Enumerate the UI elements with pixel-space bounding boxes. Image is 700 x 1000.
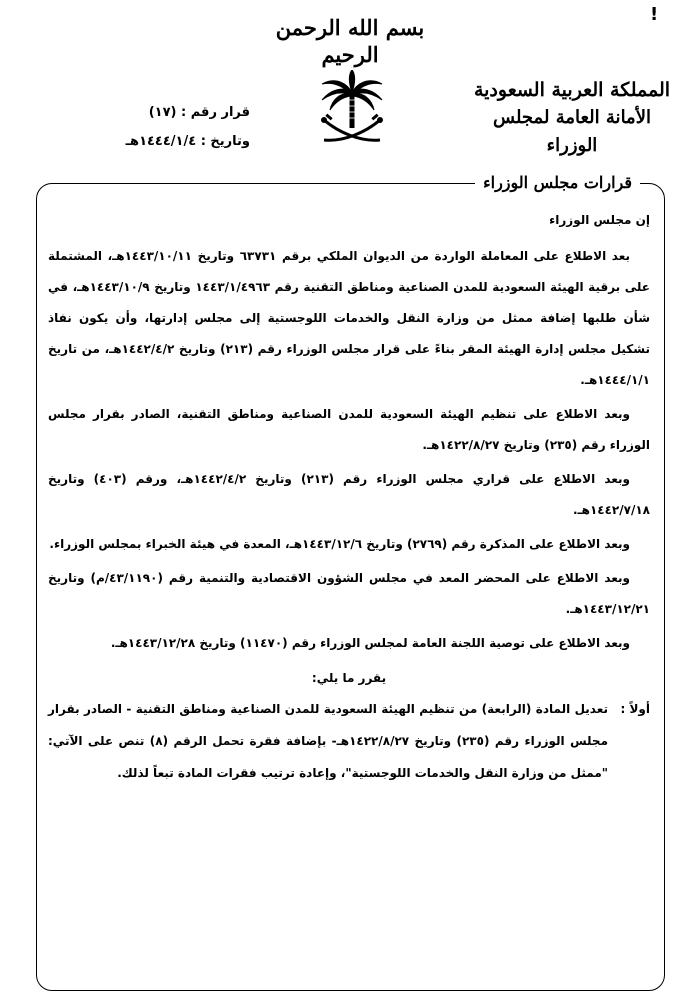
recital-paragraph: وبعد الاطلاع على تنظيم الهيئة السعودية للمدن الصناعية ومناطق التقنية، الصادر بقرار مجلس الوزراء رقم (٢٣٥) وتاريخ ١٤٢٢/٨/٢٧هـ.: [48, 407, 650, 452]
corner-mark: !: [650, 4, 659, 25]
recital-paragraph: بعد الاطلاع على المعاملة الواردة من الديوان الملكي برقم ٦٣٧٣١ وتاريخ ١٤٤٣/١٠/١١هـ، المشتملة على برقية الهيئة السعودية للمدن الصناعية ومناطق التقنية رقم ١٤٤٣/١/٤٩٦٣ وتاريخ ١٤٤٣/١٠/٩هـ، في شأن طلبها إضافة ممثل من وزارة النقل والخدمات اللوجستية إلى مجلس إدارتها، وأن يكون نفاذ تشكيل مجلس إدارة الهيئة المقر بناءً على قرار مجلس الوزراء رقم (٢١٣) وتاريخ ١٤٤٢/٤/٢هـ، من تاريخ ١٤٤٤/١/١هـ.: [48, 249, 651, 387]
recital-paragraph: وبعد الاطلاع على المذكرة رقم (٢٧٦٩) وتاريخ ١٤٤٣/١٢/٦هـ، المعدة في هيئة الخبراء بمجلس الوزراء.: [49, 537, 630, 551]
recital-paragraph: وبعد الاطلاع على المحضر المعد في مجلس الشؤون الاقتصادية والتنمية رقم (٤٣/١١٩٠/م) وتاريخ ١٤٤٣/١٢/٢١هـ.: [48, 571, 650, 616]
decides-heading: يقرر ما يلي:: [311, 671, 387, 685]
intro-line: إن مجلس الوزراء: [549, 213, 650, 227]
kingdom-name: المملكة العربية السعودية: [473, 79, 671, 101]
decision-body: [48, 208, 650, 789]
basmala: بسم الله الرحمن الرحيم: [275, 15, 425, 68]
secretariat-name: الأمانة العامة لمجلس الوزراء: [493, 107, 651, 156]
frame-label: قرارات مجلس الوزراء: [475, 170, 640, 196]
issuer-header: [472, 76, 672, 160]
recital-paragraph: وبعد الاطلاع على توصية اللجنة العامة لمجلس الوزراء رقم (١١٤٧٠) وتاريخ ١٤٤٣/١٢/٢٨هـ.: [110, 636, 630, 650]
decision-number: قرار رقم : (١٧): [148, 105, 250, 120]
decision-item: [48, 693, 650, 789]
decision-date: وتاريخ : ١٤٤٤/١/٤هـ: [125, 134, 250, 149]
item-text: تعديل المادة (الرابعة) من تنظيم الهيئة السعودية للمدن الصناعية ومناطق التقنية - الصادر بقرار مجلس الوزراء رقم (٢٣٥) وتاريخ ١٤٢٢/٨/٢٧هـ- بإضافة فقرة تحمل الرقم (٨) تنص على الآتي: "ممثل من وزارة النقل والخدمات اللوجستية"، وإعادة ترتيب فقرات المادة تبعاً لذلك.: [48, 702, 609, 780]
palm-and-swords-emblem-icon: [316, 70, 388, 148]
decision-meta: [110, 98, 250, 156]
recital-paragraph: وبعد الاطلاع على قراري مجلس الوزراء رقم (٢١٣) وتاريخ ١٤٤٢/٤/٢هـ، ورقم (٤٠٣) وتاريخ ١٤٤٢/٧/١٨هـ.: [48, 472, 650, 517]
item-label: أولاً :: [620, 702, 650, 716]
